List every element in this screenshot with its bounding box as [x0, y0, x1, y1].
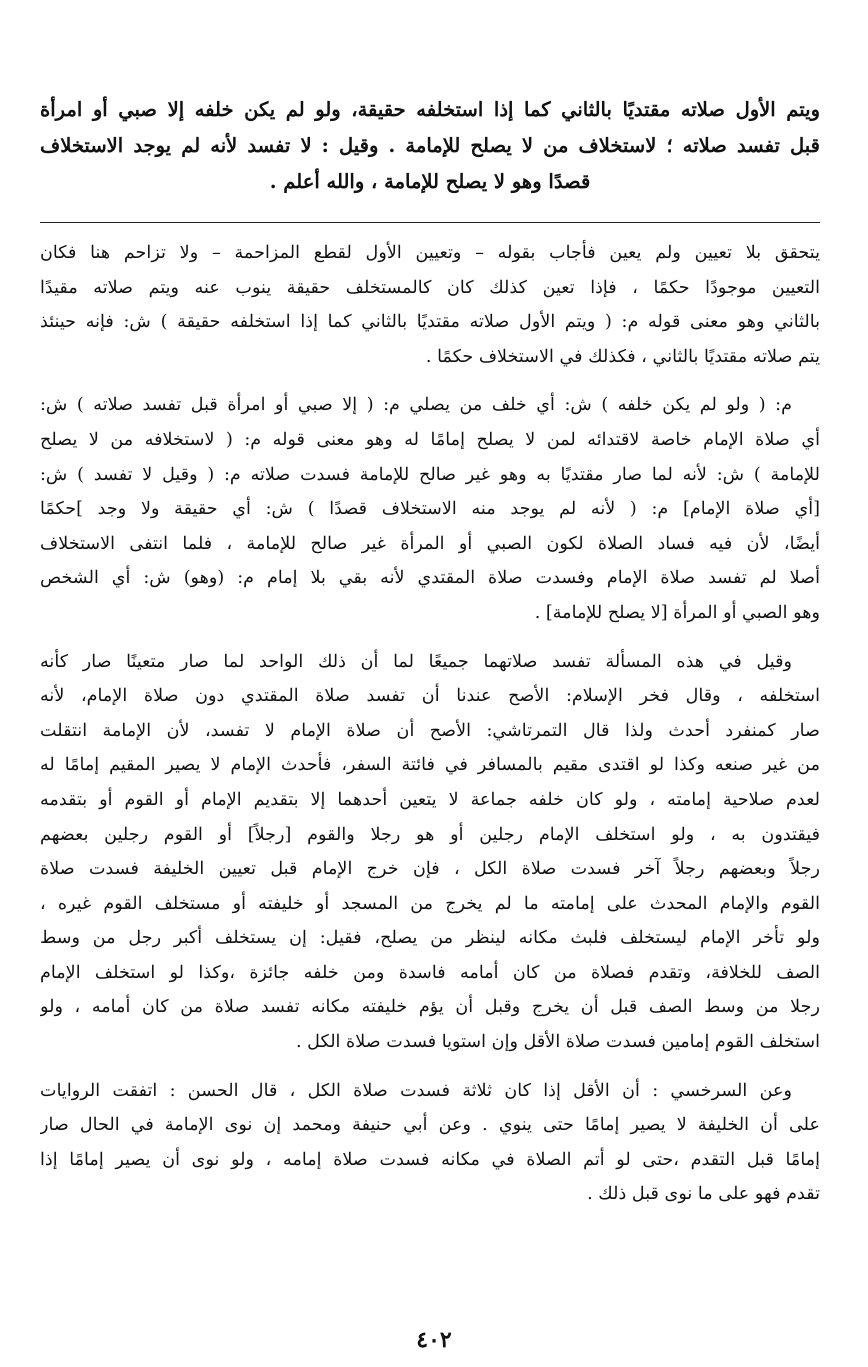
text-line: [أي صلاة الإمام] م: ( لأنه لم يوجد منه الاستخلاف قصدًا ) ش: أي حقيقة ولا وجد ]حكمًا — [40, 499, 820, 520]
commentary-paragraph — [40, 1074, 820, 1212]
text-line: وعن السرخسي : أن الأقل إذا كان ثلاثة فسدت صلاة الكل ، قال الحسن : اتفقت الروايات — [40, 1080, 792, 1101]
text-line: لعدم صلاحية إمامته ، ولو كان خلفه جماعة لا يتعين أحدهما إلا بتقديم الإمام أو القوم أو بتقدمه — [40, 789, 820, 810]
commentary-paragraph — [40, 236, 820, 374]
text-line: صار كمنفرد أحدث ولذا قال التمرتاشي: الأصح أن صلاة الإمام لا تفسد، لأن الإمامة انتقلت — [40, 720, 820, 741]
text-line: من غير صنعه وكذا لو اقتدى مقيم بالمسافر في فائتة السفر، فأحدث الإمام لا يصير المقيم إمامًا له — [40, 755, 820, 776]
matn-line: قصدًا وهو لا يصلح للإمامة ، والله أعلم . — [269, 170, 591, 193]
text-line: بالثاني وهو معنى قوله م: ( ويتم الأول صلاته مقتديًا بالثاني كما إذا استخلفه حقيقة ) ش: فإنه حينئذ — [40, 312, 820, 333]
text-line: أصلا لم تفسد صلاة الإمام وفسدت صلاة المقتدي لأنه بقي بلا إمام م: (وهو) ش: أي الشخص — [40, 568, 820, 589]
commentary-paragraph — [40, 645, 820, 1060]
sharh-text — [40, 236, 820, 1226]
text-line: يتحقق بلا تعيين ولم يعين فأجاب بقوله – وتعيين الأول لقطع المزاحمة – ولا تزاحم هنا فكان — [40, 243, 820, 263]
matn-line: قبل تفسد صلاته ؛ لاستخلاف من لا يصلح للإمامة . وقيل : لا تفسد لأنه لم يوجد الاستخلاف — [40, 134, 820, 157]
text-line: استخلفه ، وقال فخر الإسلام: الأصح عندنا أن تفسد صلاة المقتدي دون صلاة الإمام، لأنه — [40, 686, 820, 707]
text-line: الصف للخلافة، وتقدم فصلاة من كان أمامه فاسدة ومن خلفه جائزة ،وكذا لو استخلف الإمام — [40, 962, 820, 983]
text-line: رجلا من وسط الصف قبل أن يخرج وقبل أن يؤم خليفته مكانه تفسد صلاة من كان أمامه ، ولو — [40, 997, 820, 1018]
text-line: وهو الصبي أو المرأة [لا يصلح للإمامة] . — [534, 602, 820, 623]
page-number: ٤٠٢ — [416, 1327, 452, 1353]
text-line: يتم صلاته مقتديًا بالثاني ، فكذلك في الاستخلاف حكمًا . — [425, 346, 820, 367]
text-line: أي صلاة الإمام خاصة لاقتدائه لمن لا يصلح إمامًا له وهو معنى قوله م: ( لاستخلافه من لا يصلح — [40, 429, 820, 450]
text-line: فيقتدون به ، ولو استخلف الإمام رجلين أو هو رجلا والقوم [رجلاً] أو القوم رجلين بعضهم — [40, 824, 820, 845]
text-line: على أن الخليفة لا يصير إمامًا حتى ينوي . وعن أبي حنيفة ومحمد إن نوى الإمامة في الحال صار — [40, 1115, 820, 1136]
text-line: وقيل في هذه المسألة تفسد صلاتهما جميعًا لما أن ذلك الواحد لما صار متعينًا صار كأنه — [40, 651, 792, 672]
text-line: م: ( ولو لم يكن خلفه ) ش: أي خلف من يصلي م: ( إلا صبي أو امرأة قبل تفسد صلاته ) ش: — [40, 395, 792, 416]
text-line: أيضًا، لأن فيه فساد الصلاة لكون الصبي أو المرأة غير صالح للإمامة ، فلما انتفى الاستخلاف — [40, 533, 820, 554]
separator-rule — [40, 222, 820, 223]
text-line: للإمامة ) ش: لأنه لما صار مقتديًا به وهو غير صالح للإمامة فسدت صلاته م: ( وقيل لا تفسد ) ش: — [40, 464, 820, 485]
text-line: إمامًا قبل التقدم ،حتى لو أتم الصلاة في مكانه فسدت صلاة إمامه ، ولو نوى أن يصير إمامًا إذا — [40, 1149, 820, 1170]
text-line: التعيين موجودًا حكمًا ، فإذا تعين كذلك كان كالمستخلف حقيقة ينوب عنه ويتم صلاته مقيدًا — [40, 277, 820, 298]
text-line: رجلاً وبعضهم رجلاً آخر فسدت صلاة الكل ، فإن خرج الإمام قبل تعيين الخليفة فسدت صلاة — [40, 859, 820, 880]
commentary-paragraph — [40, 388, 820, 630]
matn-line: ويتم الأول صلاته مقتديًا بالثاني كما إذا استخلفه حقيقة، ولو لم يكن خلفه إلا صبي أو امرأة — [40, 98, 820, 121]
text-line: استخلف القوم إمامين فسدت صلاة الأقل وإن استويا فسدت صلاة الكل . — [295, 1032, 820, 1053]
text-line: ولو تأخر الإمام ليستخلف فلبث مكانه لينظر من يصلح، فقيل: إن يستخلف أكبر رجل من وسط — [40, 928, 820, 949]
text-line: تقدم فهو على ما نوى قبل ذلك . — [587, 1184, 820, 1205]
text-line: القوم والإمام المحدث على إمامته ما لم يخرج من المسجد أو خليفته أو مستخلف القوم غيره ، — [40, 893, 820, 914]
matn-text — [40, 92, 820, 200]
